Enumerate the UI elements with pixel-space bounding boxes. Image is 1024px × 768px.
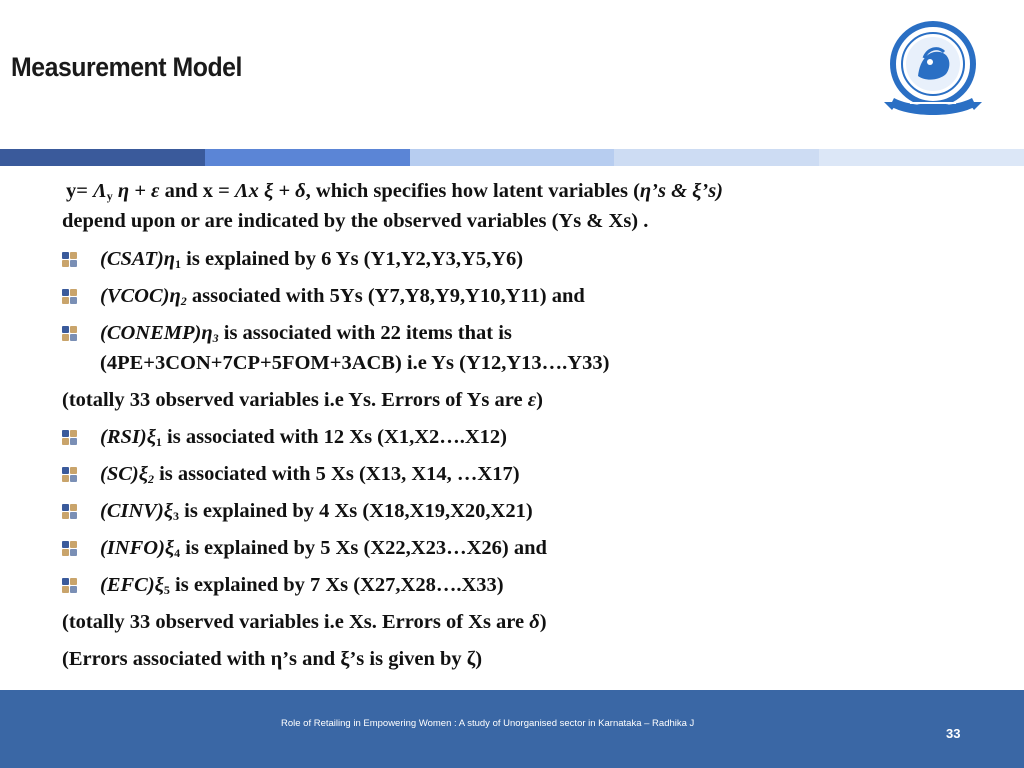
- list-item: $(CSAT)\eta_1$ is explained by 6 Ys (Y1,Y2,Y3,Y5,Y6): [100, 248, 524, 271]
- intro-line: $y= \Lambda_y$ η + ε and x = Λx ξ + δ, which specifies how latent variables (η’s & ξ’s): [66, 180, 723, 203]
- university-seal-icon: [880, 18, 986, 124]
- list-item: $(EFC)\xi_5$ is explained by 7 Xs (X27,X28….X33): [100, 574, 504, 597]
- bullet-icon: [62, 578, 78, 594]
- footer-text: Role of Retailing in Empowering Women : A study of Unorganised sector in Karnataka – Radhika J: [281, 718, 695, 729]
- list-item: $(CINV)\xi_3$ is explained by 4 Xs (X18,X19,X20,X21): [100, 500, 533, 523]
- bullet-icon: [62, 541, 78, 557]
- total-ys-line: (totally 33 observed variables i.e Ys. Errors of Ys are ε): [62, 389, 543, 411]
- bullet-icon: [62, 504, 78, 520]
- bullet-icon: [62, 289, 78, 305]
- total-xs-line: (totally 33 observed variables i.e Xs. Errors of Xs are δ): [62, 611, 547, 633]
- bullet-icon: [62, 326, 78, 342]
- errors-line: (Errors associated with η’s and ξ’s is given by ζ): [62, 648, 483, 670]
- footer-bar: [0, 690, 1024, 768]
- list-item: $(SC)\xi_2$ is associated with 5 Xs (X13, X14, …X17): [100, 463, 520, 486]
- list-item: $(CONEMP)\eta_3$ is associated with 22 items that is: [100, 322, 512, 345]
- page-number: 33: [946, 726, 961, 741]
- accent-band: [0, 149, 1024, 166]
- list-item-continuation: (4PE+3CON+7CP+5FOM+3ACB) i.e Ys (Y12,Y13….Y33): [100, 352, 610, 374]
- list-item: $(RSI)\xi_1$ is associated with 12 Xs (X1,X2….X12): [100, 426, 507, 449]
- list-item: $(INFO)\xi_4$ is explained by 5 Xs (X22,X23…X26) and: [100, 537, 547, 560]
- bullet-icon: [62, 430, 78, 446]
- bullet-icon: [62, 467, 78, 483]
- list-item: $(VCOC)\eta_2$ associated with 5Ys (Y7,Y8,Y9,Y10,Y11) and: [100, 285, 585, 308]
- bullet-icon: [62, 252, 78, 268]
- intro-line-2: depend upon or are indicated by the observed variables (Ys & Xs) .: [62, 210, 649, 232]
- slide-title: Measurement Model: [11, 52, 242, 82]
